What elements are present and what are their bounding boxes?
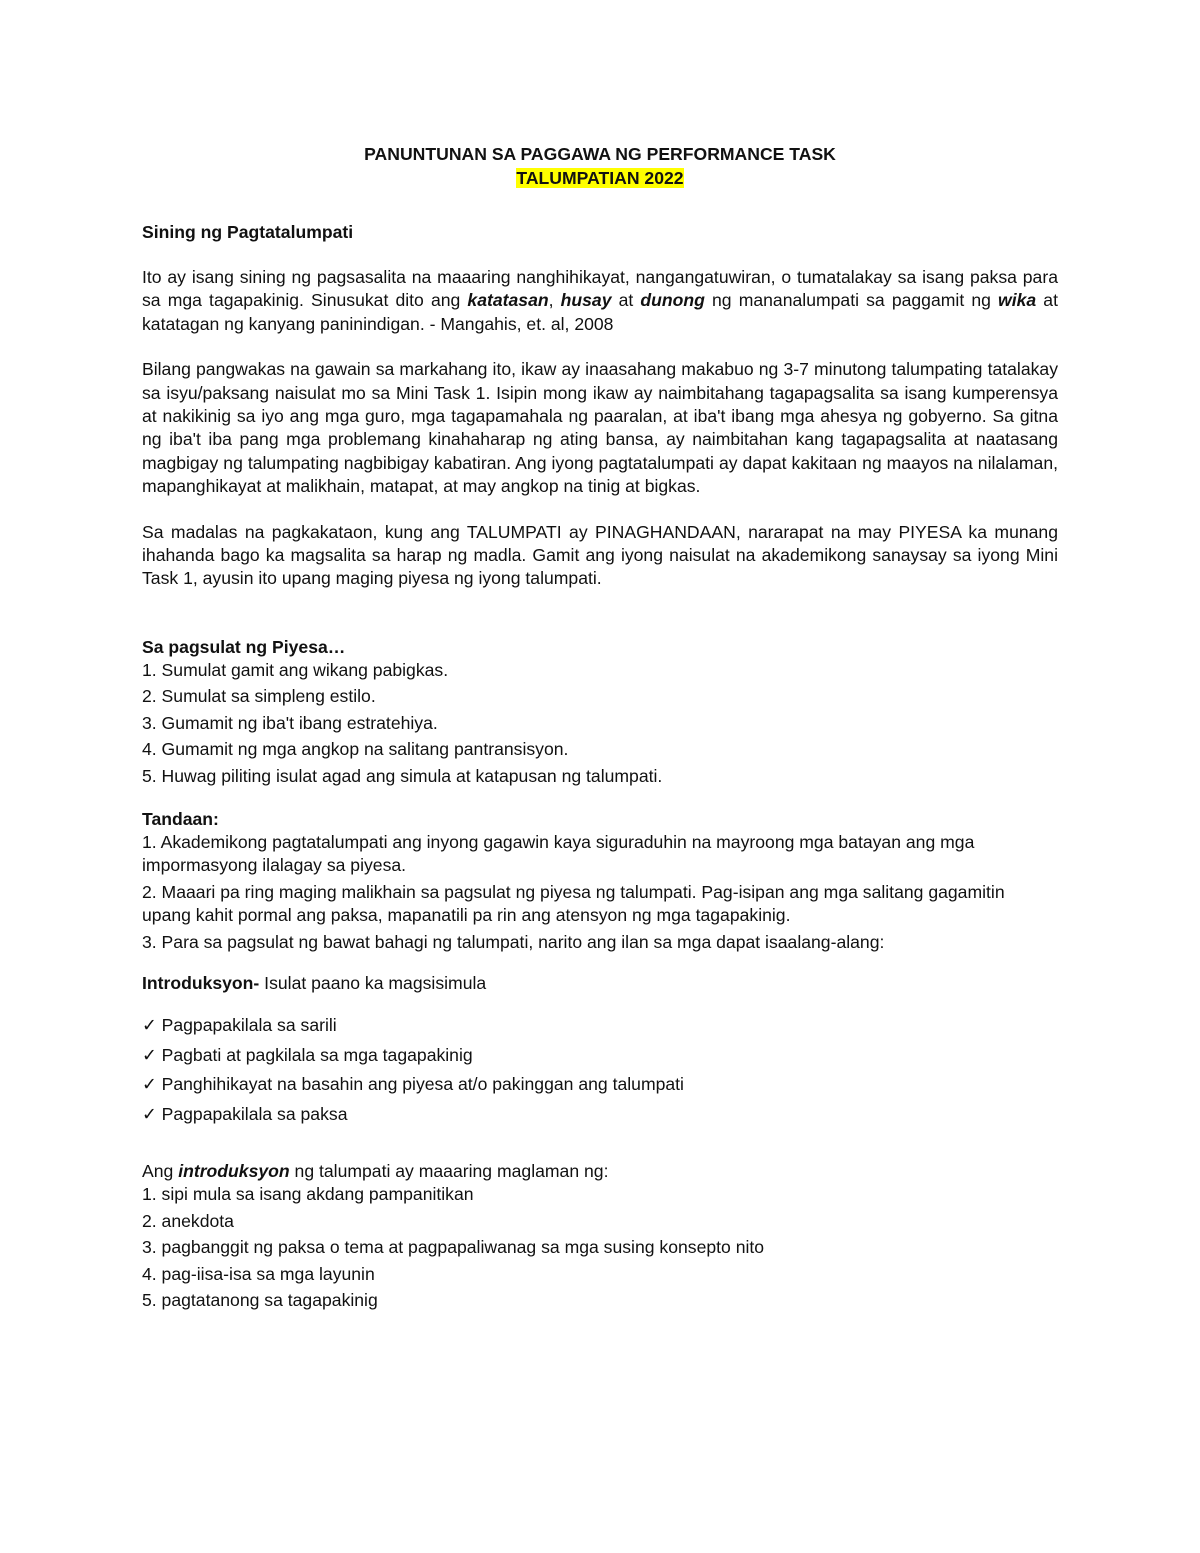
introduksyon-checklist bbox=[142, 1014, 1058, 1126]
paragraph-instructions: Bilang pangwakas na gawain sa markahang ito, ikaw ay inaasahang makabuo ng 3-7 minutong talumpating tatalakay sa isyu/paksang naisulat mo sa Mini Task 1. Isipin mong ikaw ay naimbitahang tagapagsalita sa isang kumperensya at nakikinig sa iyo ang mga guro, mga tagapamahala ng paaralan, at iba't ibang mga ahesya ng gobyerno. Sa gitna ng iba't iba pang mga problemang kinahaharap ng ating bansa, ay naimbitahan kang tagapagsalita at naatasang magbigay ng talumpating nagbibigay kabatiran. Ang iyong pagtatalumpati ay dapat kakitaan ng maayos na nilalaman, mapanghikayat at malikhain, matapat, at may angkop na tinig at bigkas. bbox=[142, 359, 1058, 497]
introduksyon-content-intro bbox=[142, 1160, 1058, 1183]
list-item: 3. Gumamit ng iba't ibang estratehiya. bbox=[142, 712, 438, 733]
emphasis-dunong: dunong bbox=[640, 290, 705, 311]
list-item: 4. pag-iisa-isa sa mga layunin bbox=[142, 1263, 375, 1284]
text-run: ng mananalumpati sa paggamit ng bbox=[704, 290, 999, 311]
check-item: ✓ Panghihikayat na basahin ang piyesa at/o pakinggan ang talumpati bbox=[142, 1074, 684, 1095]
page-subtitle: TALUMPATIAN 2022 bbox=[516, 168, 684, 188]
introduksyon-label: Introduksyon- bbox=[142, 972, 260, 993]
tandaan-list bbox=[142, 831, 1058, 954]
list-item: 3. pagbanggit ng paksa o tema at pagpapaliwanag sa mga susing konsepto nito bbox=[142, 1237, 765, 1258]
pagsulat-list bbox=[142, 659, 1058, 788]
page-title: PANUNTUNAN SA PAGGAWA NG PERFORMANCE TASK bbox=[364, 144, 836, 164]
document-header bbox=[142, 142, 1058, 190]
introduksyon-line bbox=[142, 972, 1058, 995]
list-item: 5. pagtatanong sa tagapakinig bbox=[142, 1290, 378, 1310]
text-run: ng talumpati ay maaaring maglaman ng: bbox=[289, 1160, 609, 1181]
list-item: 3. Para sa pagsulat ng bawat bahagi ng talumpati, narito ang ilan sa mga dapat isaalang-alang: bbox=[142, 931, 885, 952]
list-item: 1. Akademikong pagtatalumpati ang inyong gagawin kaya siguraduhin na mayroong mga batayan ang mga impormasyong ilalagay sa piyesa. bbox=[142, 831, 975, 876]
paragraph-definition bbox=[142, 266, 1058, 336]
section-heading-tandaan: Tandaan: bbox=[142, 808, 219, 829]
list-item: 1. Sumulat gamit ang wikang pabigkas. bbox=[142, 659, 449, 680]
document-content bbox=[142, 142, 1058, 1315]
emphasis-katatasan: katatasan bbox=[467, 290, 549, 311]
introduksyon-text: Isulat paano ka magsisimula bbox=[259, 972, 487, 993]
list-item: 4. Gumamit ng mga angkop na salitang pantransisyon. bbox=[142, 739, 569, 760]
section-heading-sining: Sining ng Pagtatalumpati bbox=[142, 222, 354, 242]
emphasis-husay: husay bbox=[560, 290, 612, 311]
check-item: ✓ Pagbati at pagkilala sa mga tagapakinig bbox=[142, 1044, 473, 1065]
check-item: ✓ Pagpapakilala sa paksa bbox=[142, 1103, 348, 1124]
list-item: 2. Maaari pa ring maging malikhain sa pagsulat ng piyesa ng talumpati. Pag-isipan ang mga salitang gagamitin upang kahit pormal ang paksa, mapanatili pa rin ang atensyon ng mga tagapakinig. bbox=[142, 881, 1005, 926]
text-run: Ito ay isang sining ng pagsasalita na maaaring nanghihikayat, nangangatuwiran, o tumatalakay sa isang paksa para sa mga tagapakinig. Sinusukat dito ang bbox=[142, 267, 1058, 311]
list-item: 2. Sumulat sa simpleng estilo. bbox=[142, 686, 376, 707]
emphasis-wika: wika bbox=[998, 290, 1037, 311]
text-run: , bbox=[548, 290, 561, 311]
list-item: 2. anekdota bbox=[142, 1210, 234, 1231]
list-item: 1. sipi mula sa isang akdang pampanitikan bbox=[142, 1184, 474, 1205]
text-run: at bbox=[611, 290, 641, 311]
text-run: at katatagan ng kanyang paninindigan. - Mangahis, et. al, 2008 bbox=[142, 290, 1058, 334]
paragraph-piyesa: Sa madalas na pagkakataon, kung ang TALUMPATI ay PINAGHANDAAN, nararapat na may PIYESA ka munang ihahanda bago ka magsalita sa harap ng madla. Gamit ang iyong naisulat na akademikong sanaysay sa iyong Mini Task 1, ayusin ito upang maging piyesa ng iyong talumpati. bbox=[142, 521, 1058, 589]
check-item: ✓ Pagpapakilala sa sarili bbox=[142, 1015, 337, 1036]
list-item: 5. Huwag piliting isulat agad ang simula at katapusan ng talumpati. bbox=[142, 765, 663, 786]
text-run: Ang bbox=[142, 1160, 179, 1181]
section-heading-pagsulat: Sa pagsulat ng Piyesa… bbox=[142, 636, 346, 657]
emphasis-introduksyon: introduksyon bbox=[178, 1160, 290, 1181]
introduksyon-content-list bbox=[142, 1183, 1058, 1312]
